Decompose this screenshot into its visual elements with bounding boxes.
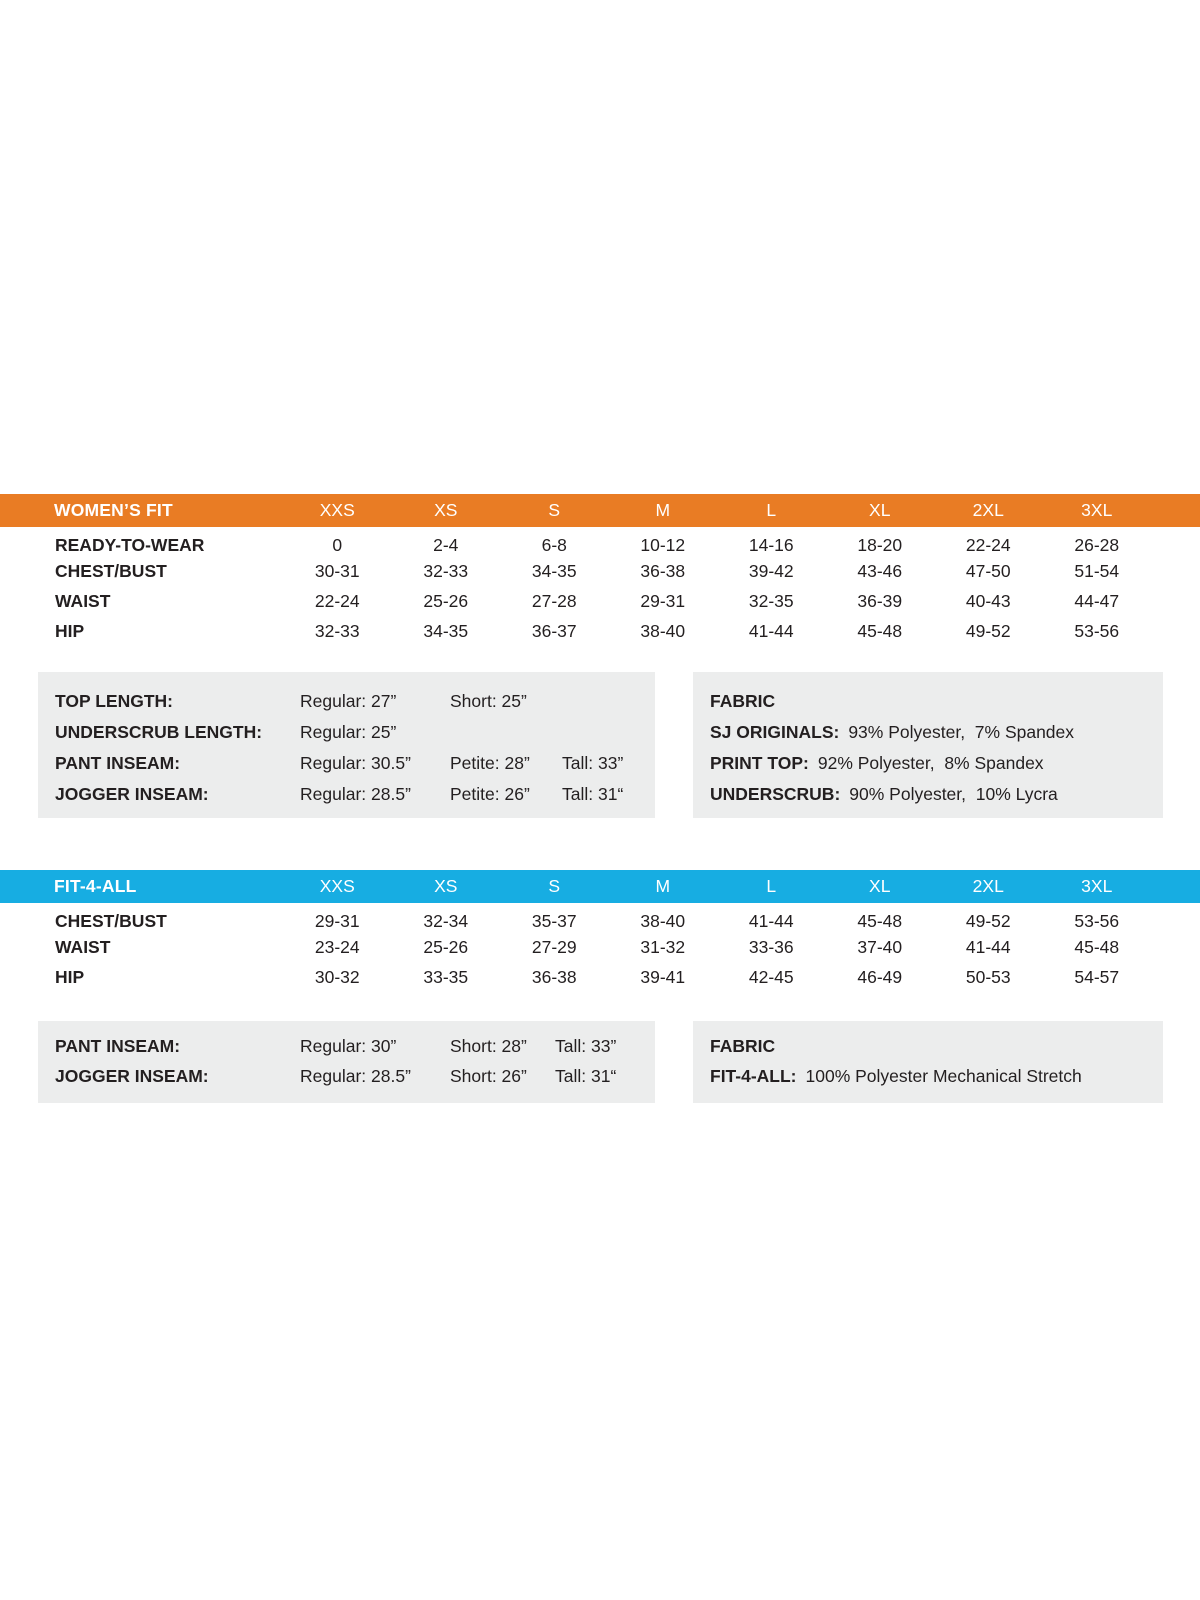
womens-fabric-box	[693, 672, 1163, 818]
size-cell: 36-39	[857, 591, 903, 612]
size-cell: 37-40	[857, 937, 903, 958]
fabric-label: SJ ORIGINALS:	[710, 722, 840, 742]
size-cell: 30-31	[314, 561, 360, 582]
size-cell: 25-26	[423, 591, 469, 612]
table-row-ready-to-wear	[0, 527, 1200, 557]
size-cell: 36-37	[531, 621, 577, 642]
size-cell: 39-41	[640, 967, 686, 988]
measurement-row	[55, 748, 655, 779]
size-cell: 6-8	[541, 535, 567, 556]
size-column-header-xs: XS	[392, 494, 501, 527]
size-cell: 33-36	[748, 937, 794, 958]
measurement-value: Short: 26”	[450, 1065, 527, 1086]
size-cell: 42-45	[748, 967, 794, 988]
size-cell: 45-48	[857, 911, 903, 932]
size-cell: 41-44	[965, 937, 1011, 958]
fabric-label: PRINT TOP:	[710, 753, 809, 773]
size-cell: 32-33	[423, 561, 469, 582]
size-cell: 51-54	[1074, 561, 1120, 582]
size-cell: 23-24	[314, 937, 360, 958]
table-row-hip	[0, 617, 1200, 647]
size-cell: 45-48	[1074, 937, 1120, 958]
row-label: CHEST/BUST	[55, 561, 167, 582]
measurement-value: Tall: 31“	[562, 784, 624, 804]
header-filler	[1151, 870, 1200, 903]
size-cell: 31-32	[640, 937, 686, 958]
measurement-value: Petite: 26”	[450, 784, 530, 804]
womens-fit-section-title: WOMEN’S FIT	[0, 494, 283, 527]
size-column-header-m: M	[609, 870, 718, 903]
size-column-header-2xl: 2XL	[934, 494, 1043, 527]
size-cell: 10-12	[640, 535, 686, 556]
fit-4-all-fabric-box	[693, 1021, 1163, 1103]
measurement-row	[55, 779, 655, 810]
row-label: WAIST	[55, 591, 111, 612]
size-cell: 36-38	[531, 967, 577, 988]
size-column-header-2xl: 2XL	[934, 870, 1043, 903]
measurement-value: Petite: 28”	[450, 753, 530, 773]
size-cell: 32-34	[423, 911, 469, 932]
size-cell: 45-48	[857, 621, 903, 642]
fabric-text: 93% Polyester, 7% Spandex	[848, 722, 1075, 742]
size-cell: 32-35	[748, 591, 794, 612]
size-cell: 2-4	[433, 535, 459, 556]
size-cell: 53-56	[1074, 621, 1120, 642]
size-cell: 27-28	[531, 591, 577, 612]
measurement-label: UNDERSCRUB LENGTH:	[55, 722, 263, 742]
size-column-header-3xl: 3XL	[1043, 494, 1152, 527]
measurement-row	[55, 1061, 655, 1091]
size-cell: 25-26	[423, 937, 469, 958]
measurement-label: JOGGER INSEAM:	[55, 784, 209, 804]
fabric-title: FABRIC	[710, 691, 776, 711]
size-column-header-xs: XS	[392, 870, 501, 903]
fabric-line	[710, 1061, 1163, 1091]
row-label: HIP	[55, 621, 85, 642]
size-column-header-l: L	[717, 870, 826, 903]
size-cell: 32-33	[314, 621, 360, 642]
measurement-row	[55, 686, 655, 717]
measurement-label: TOP LENGTH:	[55, 691, 173, 711]
womens-fit-table	[0, 494, 1200, 647]
size-cell: 22-24	[965, 535, 1011, 556]
size-cell: 54-57	[1074, 967, 1120, 988]
measurement-row	[55, 717, 655, 748]
fabric-line	[710, 717, 1163, 748]
size-cell: 29-31	[314, 911, 360, 932]
table-row-waist	[0, 587, 1200, 617]
measurement-value: Tall: 33”	[562, 753, 624, 773]
womens-fit-header-row	[0, 494, 1200, 527]
size-cell: 33-35	[423, 967, 469, 988]
measurement-value: Tall: 31“	[555, 1065, 617, 1086]
measurement-value: Short: 28”	[450, 1035, 527, 1056]
measurement-value: Regular: 30”	[300, 1035, 397, 1056]
table-row-chest-bust	[0, 903, 1200, 933]
size-cell: 22-24	[314, 591, 360, 612]
size-cell: 0	[332, 535, 343, 556]
size-cell: 44-47	[1074, 591, 1120, 612]
size-cell: 34-35	[423, 621, 469, 642]
size-column-header-s: S	[500, 494, 609, 527]
size-cell: 38-40	[640, 911, 686, 932]
measurement-row	[55, 1031, 655, 1061]
measurement-label: PANT INSEAM:	[55, 753, 181, 773]
table-row-chest-bust	[0, 557, 1200, 587]
fabric-label: FIT-4-ALL:	[710, 1065, 797, 1086]
fit-4-all-header-row	[0, 870, 1200, 903]
size-cell: 27-29	[531, 937, 577, 958]
size-cell: 38-40	[640, 621, 686, 642]
size-cell: 46-49	[857, 967, 903, 988]
fabric-line	[710, 779, 1163, 810]
measurement-value: Regular: 27”	[300, 691, 397, 711]
size-cell: 40-43	[965, 591, 1011, 612]
fabric-title: FABRIC	[710, 1035, 776, 1056]
size-cell: 35-37	[531, 911, 577, 932]
size-cell: 18-20	[857, 535, 903, 556]
size-cell: 50-53	[965, 967, 1011, 988]
table-row-waist	[0, 933, 1200, 963]
size-column-header-l: L	[717, 494, 826, 527]
size-cell: 36-38	[640, 561, 686, 582]
measurement-label: JOGGER INSEAM:	[55, 1065, 209, 1086]
row-label: HIP	[55, 967, 85, 988]
size-cell: 14-16	[748, 535, 794, 556]
size-cell: 41-44	[748, 911, 794, 932]
size-cell: 29-31	[640, 591, 686, 612]
size-cell: 53-56	[1074, 911, 1120, 932]
measurement-value: Regular: 30.5”	[300, 753, 411, 773]
size-column-header-xl: XL	[826, 870, 935, 903]
fit-4-all-measurements-box	[38, 1021, 655, 1103]
row-label: WAIST	[55, 937, 111, 958]
row-label: READY-TO-WEAR	[55, 535, 205, 556]
size-cell: 49-52	[965, 911, 1011, 932]
size-cell: 39-42	[748, 561, 794, 582]
size-column-header-xxs: XXS	[283, 494, 392, 527]
fabric-text: 100% Polyester Mechanical Stretch	[805, 1065, 1082, 1086]
table-row-hip	[0, 963, 1200, 993]
size-cell: 34-35	[531, 561, 577, 582]
size-column-header-xl: XL	[826, 494, 935, 527]
size-cell: 49-52	[965, 621, 1011, 642]
size-cell: 43-46	[857, 561, 903, 582]
fabric-label: UNDERSCRUB:	[710, 784, 841, 804]
size-column-header-3xl: 3XL	[1043, 870, 1152, 903]
row-label: CHEST/BUST	[55, 911, 167, 932]
measurement-value: Regular: 28.5”	[300, 784, 411, 804]
size-cell: 26-28	[1074, 535, 1120, 556]
header-filler	[1151, 494, 1200, 527]
size-column-header-m: M	[609, 494, 718, 527]
womens-measurements-box	[38, 672, 655, 818]
size-column-header-xxs: XXS	[283, 870, 392, 903]
fabric-line	[710, 748, 1163, 779]
size-cell: 41-44	[748, 621, 794, 642]
size-cell: 47-50	[965, 561, 1011, 582]
fit-4-all-section-title: FIT-4-ALL	[0, 870, 283, 903]
measurement-value: Tall: 33”	[555, 1035, 617, 1056]
measurement-value: Regular: 28.5”	[300, 1065, 411, 1086]
fabric-text: 90% Polyester, 10% Lycra	[849, 784, 1058, 804]
measurement-value: Regular: 25”	[300, 722, 397, 742]
size-column-header-s: S	[500, 870, 609, 903]
measurement-value: Short: 25”	[450, 691, 527, 711]
fabric-text: 92% Polyester, 8% Spandex	[817, 753, 1044, 773]
size-cell: 30-32	[314, 967, 360, 988]
fit-4-all-table	[0, 870, 1200, 993]
measurement-label: PANT INSEAM:	[55, 1035, 181, 1056]
